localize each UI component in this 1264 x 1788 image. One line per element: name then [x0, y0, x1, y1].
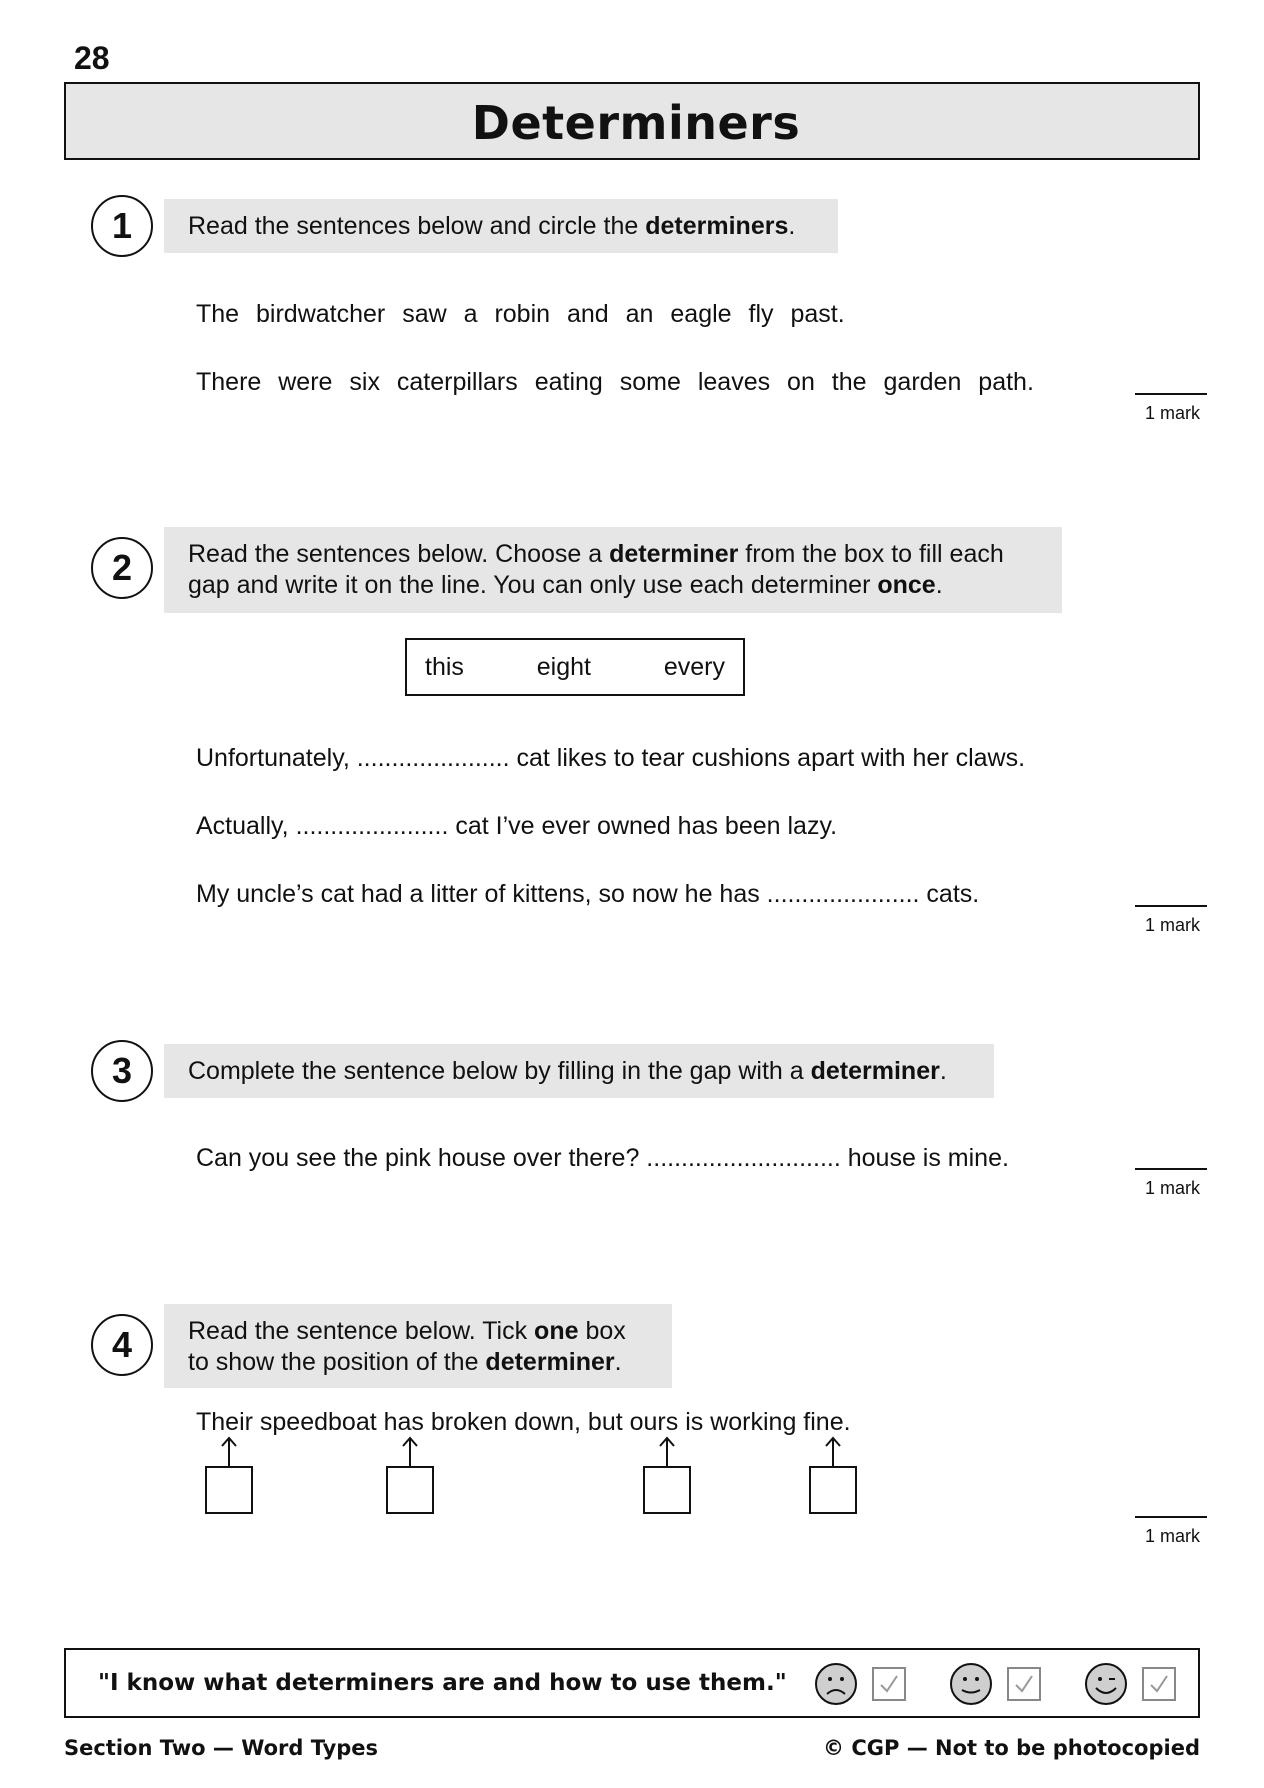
question-1-instruction [164, 199, 838, 253]
up-arrow-icon [400, 1436, 420, 1466]
q1-sentence-2[interactable]: There were six caterpillars eating some leaves on the garden path. [196, 368, 1034, 396]
winking-face-icon [1084, 1662, 1128, 1706]
up-arrow-icon [823, 1436, 843, 1466]
q2-line2-text: gap and write it on the line. You can only use each determiner [188, 571, 878, 599]
q4-line2-text: to show the position of the [188, 1348, 486, 1376]
winking-face-checkbox[interactable] [1142, 1667, 1176, 1701]
q2-s3-end: cats. [919, 880, 980, 908]
question-3-instruction [164, 1044, 994, 1098]
q2-s3-start: My uncle’s cat had a litter of kittens, so now he has [196, 880, 767, 908]
q2-sentence-1 [196, 744, 1025, 773]
self-assessment-box [64, 1648, 1200, 1718]
q1-instruction-end: . [788, 212, 796, 240]
neutral-face-checkbox[interactable] [1007, 1667, 1041, 1701]
tick-box-4[interactable] [809, 1466, 857, 1514]
q4-sentence: Their speedboat has broken down, but ours is working fine. [196, 1408, 851, 1436]
up-arrow-icon [657, 1436, 677, 1466]
q2-s1-start: Unfortunately, [196, 744, 357, 772]
q2-line1-end: from the box to fill each [738, 540, 1004, 568]
question-4-number: 4 [91, 1314, 153, 1376]
question-1-number: 1 [91, 195, 153, 257]
question-4-instruction [164, 1304, 672, 1388]
page-number: 28 [74, 40, 110, 76]
q2-s2-start: Actually, [196, 812, 296, 840]
q3-sentence [196, 1144, 1009, 1173]
check-icon [877, 1672, 901, 1696]
determiner-word-box [405, 638, 745, 696]
q3-instruction-end: . [939, 1057, 947, 1085]
check-icon [1012, 1672, 1036, 1696]
word-option-eight: eight [536, 652, 591, 681]
q2-line1-keyword: determiner [609, 540, 739, 568]
q1-instruction-text: Read the sentences below and circle the [188, 212, 646, 240]
q4-line2-keyword: determiner [485, 1348, 615, 1376]
section-label: Section Two — Word Types [64, 1736, 379, 1760]
q3-mark-label: 1 mark [1144, 1178, 1200, 1198]
sad-face-icon [814, 1662, 858, 1706]
q2-instruction-line-2 [188, 570, 1038, 601]
page-title: Determiners [471, 96, 801, 150]
q2-line1-text: Read the sentences below. Choose a [188, 540, 610, 568]
self-assessment-quote: "I know what determiners are and how to use them." [98, 1670, 787, 1696]
sad-face-checkbox[interactable] [872, 1667, 906, 1701]
q3-gap[interactable]: ............................ [646, 1144, 841, 1172]
q2-gap-2[interactable]: ...................... [295, 812, 449, 840]
q2-gap-1[interactable]: ...................... [356, 744, 510, 772]
q3-s-start: Can you see the pink house over there? [196, 1144, 647, 1172]
tick-box-2[interactable] [386, 1466, 434, 1514]
title-bar [64, 82, 1200, 160]
q1-mark-line [1135, 393, 1207, 395]
tick-box-3[interactable] [643, 1466, 691, 1514]
question-2-number: 2 [91, 537, 153, 599]
copyright-notice: © CGP — Not to be photocopied [823, 1736, 1200, 1760]
neutral-face-icon [949, 1662, 993, 1706]
q4-mark-line [1135, 1516, 1207, 1518]
word-option-every: every [663, 652, 725, 681]
q2-line2-keyword: once [877, 571, 936, 599]
q4-line1-text: Read the sentence below. Tick [188, 1317, 535, 1345]
q4-line1-end: box [578, 1317, 626, 1345]
q2-gap-3[interactable]: ...................... [766, 880, 920, 908]
q4-line1-keyword: one [534, 1317, 579, 1345]
q2-line2-end: . [935, 571, 943, 599]
q2-s1-end: cat likes to tear cushions apart with her claws. [509, 744, 1026, 772]
q2-sentence-3 [196, 880, 979, 909]
question-2-instruction [164, 527, 1062, 613]
q3-mark-line [1135, 1168, 1207, 1170]
q2-mark-line [1135, 905, 1207, 907]
tick-box-1[interactable] [205, 1466, 253, 1514]
word-option-this: this [425, 652, 464, 681]
q1-mark-label: 1 mark [1144, 403, 1200, 423]
q4-instruction-line-2 [188, 1347, 648, 1378]
q4-instruction-line-1 [188, 1316, 648, 1347]
q2-instruction-line-1 [188, 539, 1038, 570]
check-icon [1147, 1672, 1171, 1696]
q4-mark-label: 1 mark [1144, 1526, 1200, 1546]
up-arrow-icon [219, 1436, 239, 1466]
question-3-number: 3 [91, 1040, 153, 1102]
q3-instruction-keyword: determiner [810, 1057, 940, 1085]
q3-instruction-text: Complete the sentence below by filling in the gap with a [188, 1057, 811, 1085]
q1-instruction-keyword: determiners [645, 212, 789, 240]
q1-sentence-1[interactable]: The birdwatcher saw a robin and an eagle fly past. [196, 300, 845, 328]
q2-sentence-2 [196, 812, 837, 841]
q2-mark-label: 1 mark [1144, 915, 1200, 935]
q2-s2-end: cat I’ve ever owned has been lazy. [448, 812, 838, 840]
q4-line2-end: . [614, 1348, 622, 1376]
q3-s-end: house is mine. [840, 1144, 1009, 1172]
